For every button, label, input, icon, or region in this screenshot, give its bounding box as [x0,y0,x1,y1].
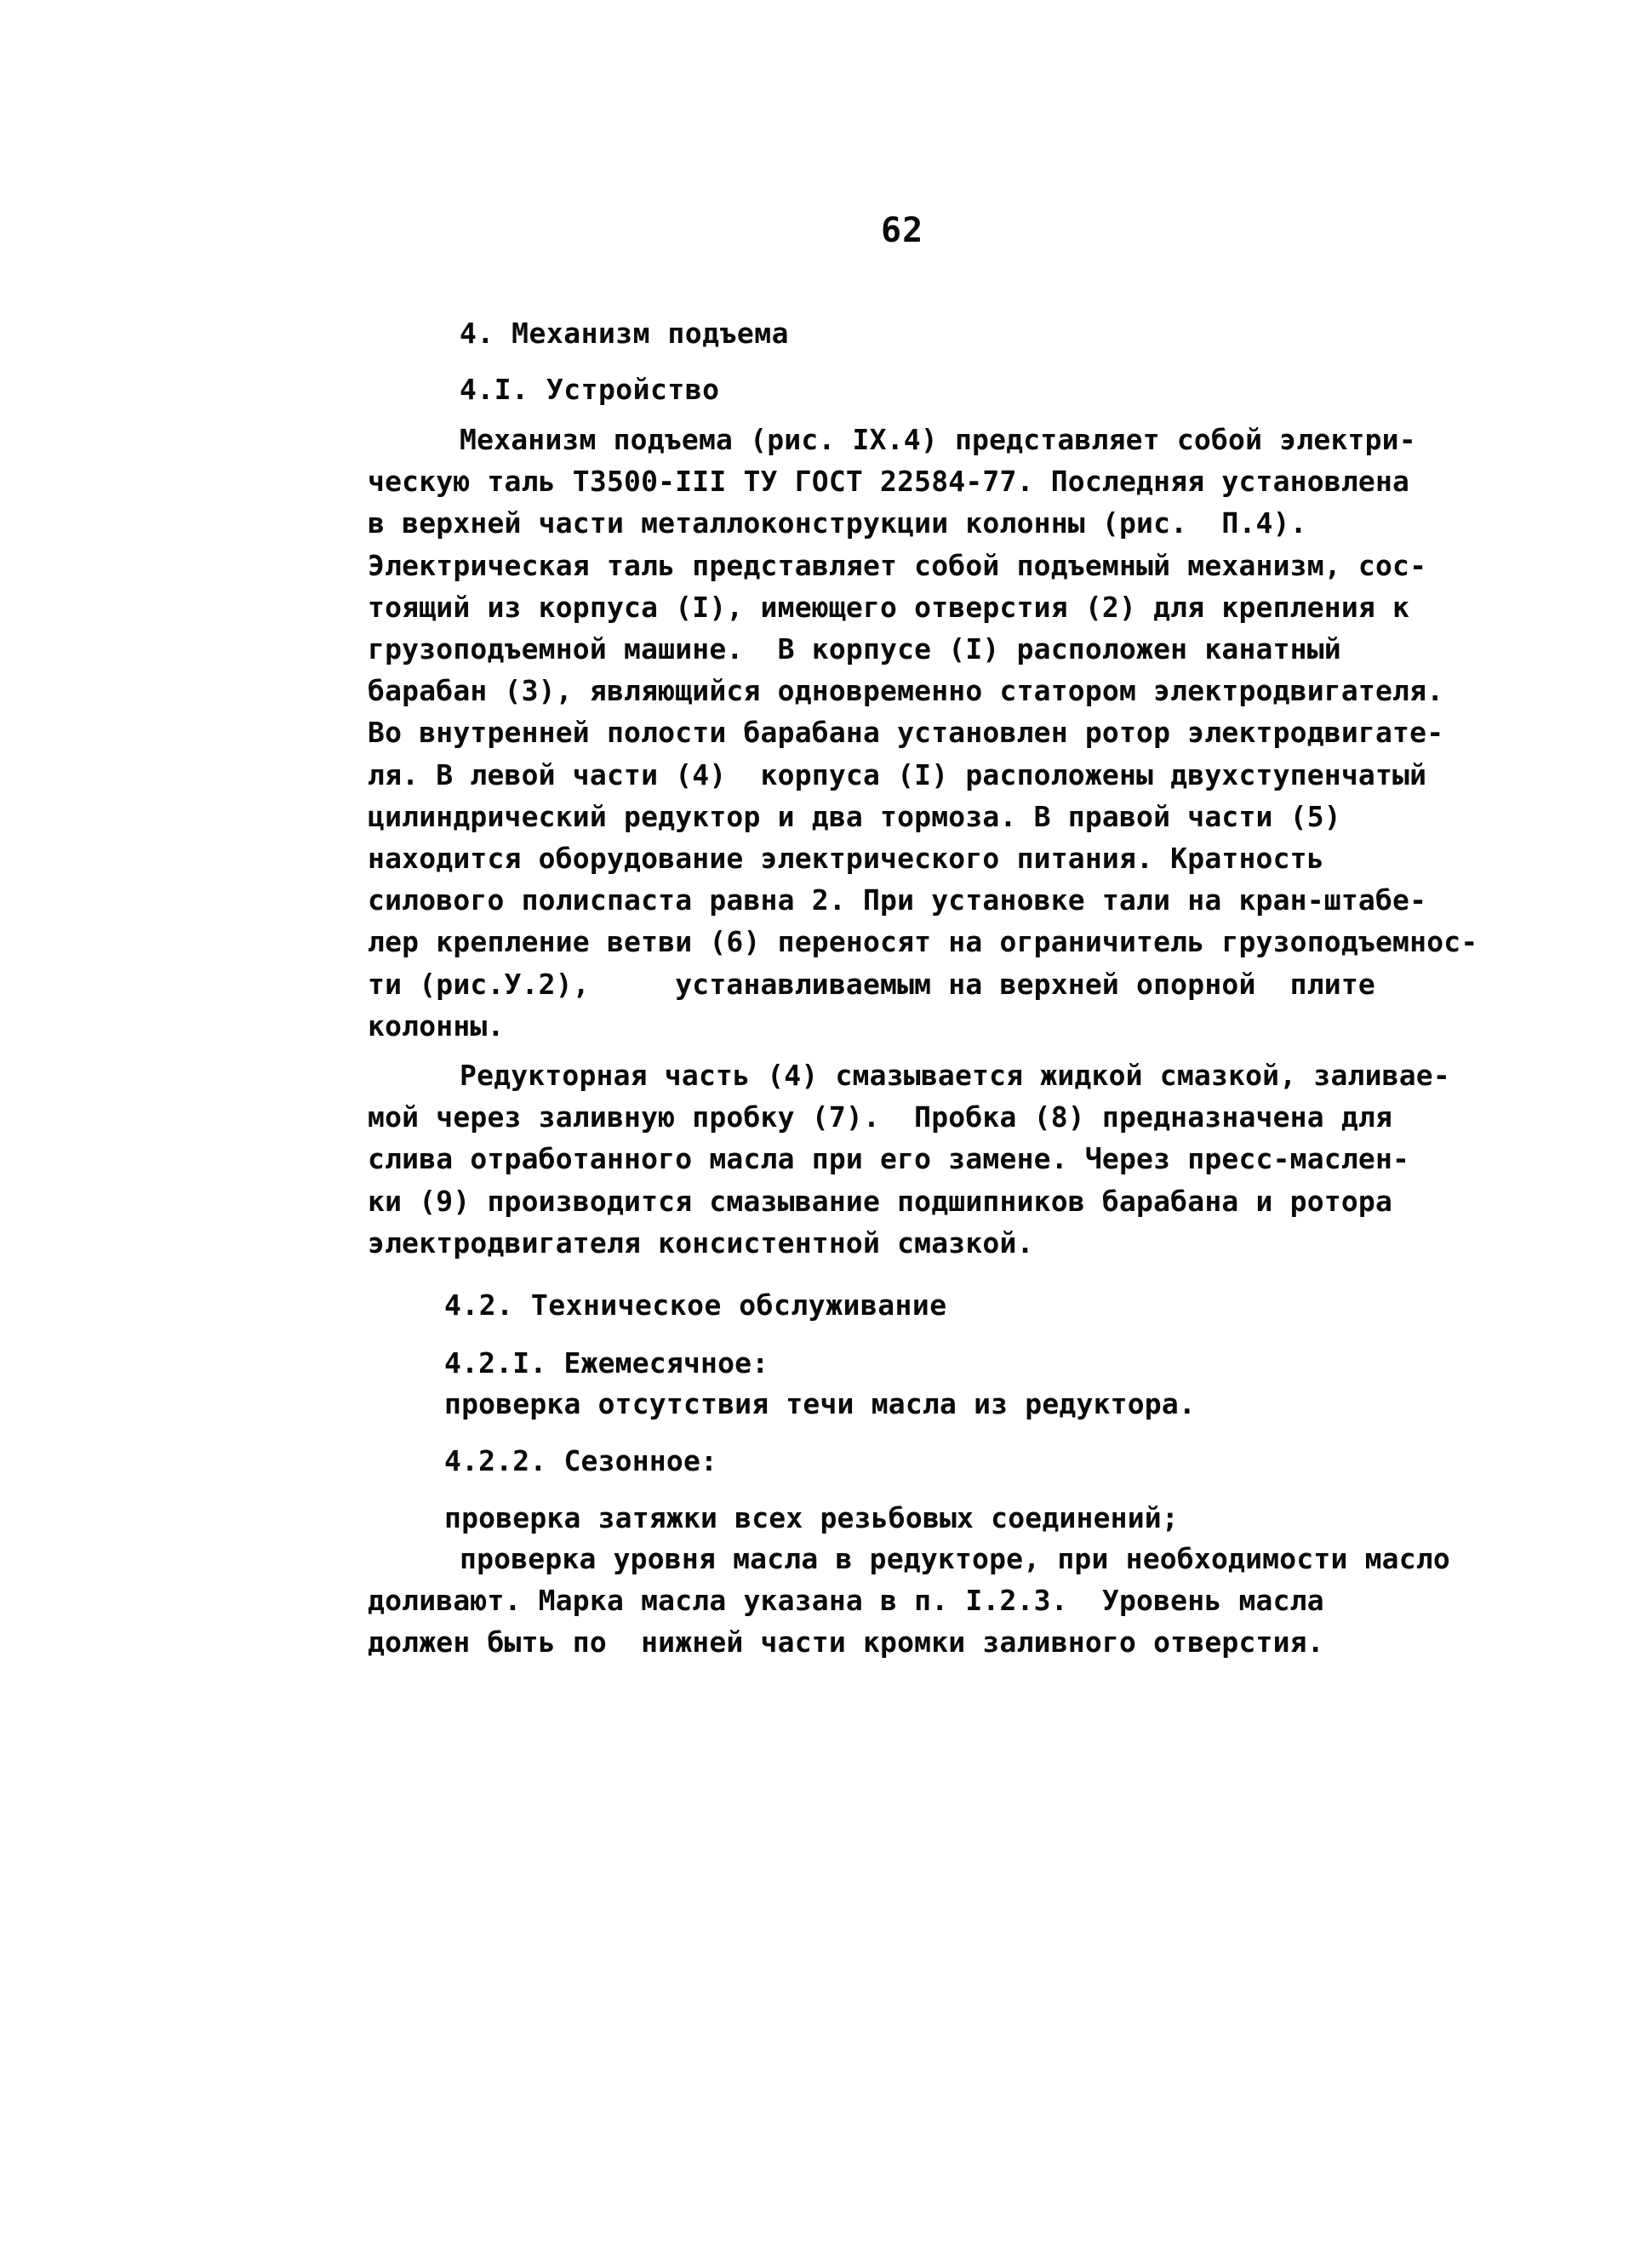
paragraph-line: ки (9) производится смазывание подшипников барабана и ротора [368,1184,1393,1218]
paragraph-line: должен быть по нижней части кромки заливного отверстия. [368,1625,1324,1660]
paragraph-line: цилиндрический редуктор и два тормоза. В правой части (5) [368,799,1341,833]
paragraph-line: ти (рис.У.2), устанавливаемым на верхней опорной плите [368,967,1375,1001]
paragraph-line: колонны. [368,1008,505,1043]
item-monthly-text: проверка отсутствия течи масла из редуктора. [444,1387,1196,1420]
paragraph-line: ля. В левой части (4) корпуса (I) расположены двухступенчатый [368,757,1427,791]
paragraph-oil-level [368,1538,1491,1664]
item-seasonal-text: проверка затяжки всех резьбовых соединений; [444,1501,1179,1534]
subsection-heading-maintenance: 4.2. Техническое обслуживание [444,1288,947,1322]
paragraph-line: грузоподъемной машине. В корпусе (I) расположен канатный [368,632,1341,666]
paragraph-lubrication [368,1054,1491,1264]
paragraph-line: тоящий из корпуса (I), имеющего отверстия (2) для крепления к [368,590,1410,624]
item-monthly-heading: 4.2.I. Ежемесячное: [444,1346,769,1380]
paragraph-line: лер крепление ветви (6) переносят на ограничитель грузоподъемнос- [368,925,1478,959]
section-heading: 4. Механизм подъема [460,317,789,350]
paragraph-line: мой через заливную пробку (7). Пробка (8) предназначена для [368,1100,1393,1134]
paragraph-line: находится оборудование электрического питания. Кратность [368,842,1324,876]
paragraph-line: Во внутренней полости барабана установлен ротор электродвигате- [368,716,1444,750]
paragraph-line: ческую таль Т3500-III ТУ ГОСТ 22584-77. Последняя установлена [368,465,1410,499]
paragraph-line: Механизм подъема (рис. IX.4) представляет собой электри- [460,423,1416,456]
paragraph-line: Электрическая таль представляет собой подъемный механизм, сос- [368,548,1427,582]
paragraph-line: доливают. Марка масла указана в п. I.2.3. Уровень масла [368,1584,1324,1618]
paragraph-line: в верхней части металлоконструкции колонны (рис. П.4). [368,506,1307,540]
paragraph-line: силового полиспаста равна 2. При установке тали на кран-штабе- [368,883,1427,917]
paragraph-line: слива отработанного масла при его замене. Через пресс-маслен- [368,1142,1410,1176]
paragraph-line: барабан (3), являющийся одновременно статором электродвигателя. [368,674,1444,708]
paragraph-line: Редукторная часть (4) смазывается жидкой смазкой, заливае- [460,1059,1450,1092]
paragraph-device-description [368,419,1491,1047]
subsection-heading-device: 4.I. Устройство [460,373,720,406]
page-number: 62 [881,211,924,250]
item-seasonal-heading: 4.2.2. Сезонное: [444,1444,718,1477]
paragraph-line: проверка уровня масла в редукторе, при необходимости масло [460,1542,1450,1575]
paragraph-line: электродвигателя консистентной смазкой. [368,1225,1034,1260]
